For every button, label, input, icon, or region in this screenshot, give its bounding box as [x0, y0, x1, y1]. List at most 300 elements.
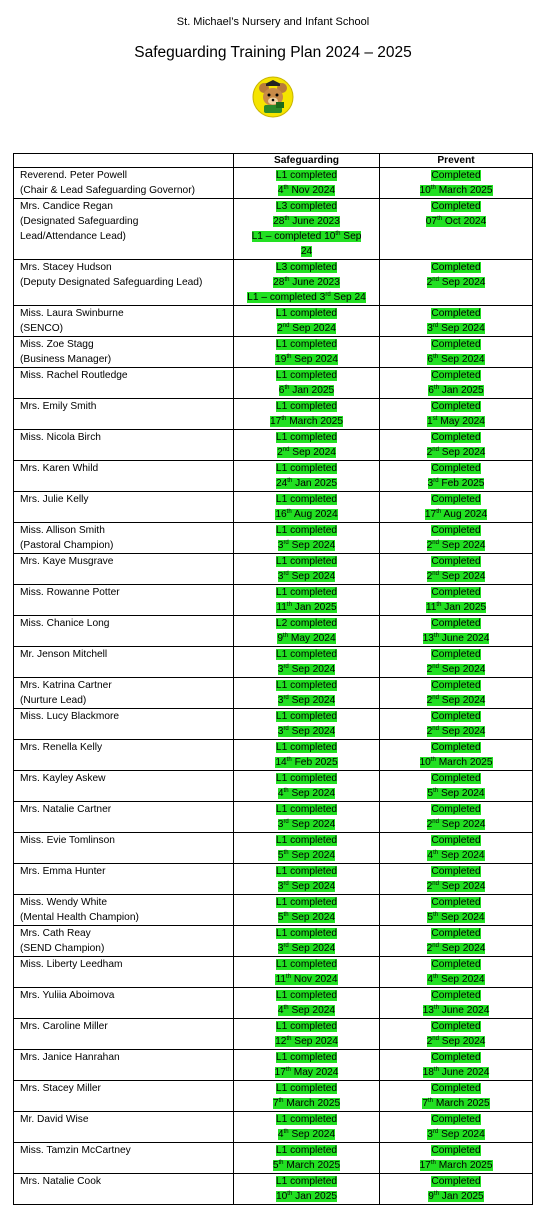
highlighted-text — [431, 494, 480, 505]
safeguarding-line — [237, 1065, 376, 1080]
text-segment: 2 — [426, 277, 433, 288]
safeguarding-line — [237, 771, 376, 786]
text-segment: Completed — [431, 201, 481, 212]
highlighted-text — [276, 742, 337, 753]
highlighted-text — [428, 478, 485, 489]
prevent-line — [383, 771, 529, 786]
prevent-line — [383, 678, 529, 693]
ordinal-suffix: rd — [432, 323, 439, 329]
safeguarding-cell — [234, 461, 380, 492]
school-name: St. Michael’s Nursery and Infant School — [176, 16, 370, 28]
staff-name-line: (Designated Safeguarding — [20, 216, 139, 227]
text-segment: 17 — [270, 416, 282, 427]
text-segment: 5 — [272, 1160, 279, 1171]
prevent-line — [383, 337, 529, 352]
safeguarding-cell — [234, 168, 380, 199]
highlighted-text — [427, 943, 486, 954]
highlighted-text — [431, 990, 480, 1001]
text-segment: 2 — [426, 943, 433, 954]
text-segment: Sep 2024 — [288, 571, 336, 582]
text-segment: 6 — [427, 354, 434, 365]
safeguarding-line — [237, 554, 376, 569]
text-segment: Jan 2025 — [291, 602, 337, 613]
highlighted-text — [431, 649, 480, 660]
prevent-line — [383, 585, 529, 600]
staff-name-cell — [14, 1143, 234, 1174]
ordinal-suffix: nd — [282, 323, 290, 329]
text-segment: Sep 2024 — [289, 323, 336, 334]
safeguarding-line — [237, 957, 376, 972]
highlighted-text — [276, 201, 337, 212]
text-segment: 5 — [427, 912, 434, 923]
ordinal-suffix: th — [433, 1067, 439, 1073]
highlighted-text — [428, 385, 483, 396]
prevent-line — [383, 1158, 529, 1173]
staff-name-line: Miss. Evie Tomlinson — [20, 835, 115, 846]
text-segment: Jan 2025 — [438, 385, 484, 396]
ordinal-suffix: th — [437, 216, 443, 222]
staff-name-line: Mrs. Katrina Cartner — [20, 680, 112, 691]
text-segment: L1 completed — [275, 1083, 338, 1094]
text-segment: 4 — [277, 1005, 284, 1016]
table-row — [14, 461, 533, 492]
table-row — [14, 895, 533, 926]
text-segment: 16 — [275, 509, 287, 520]
prevent-line — [383, 740, 529, 755]
text-segment: L1 completed — [275, 990, 338, 1001]
text-segment: 2 — [426, 881, 433, 892]
table-row — [14, 492, 533, 523]
text-segment: 5 — [277, 912, 284, 923]
staff-name-line: Lead/Attendance Lead) — [20, 231, 126, 242]
highlighted-text — [427, 1129, 484, 1140]
text-segment: L1 completed — [275, 959, 338, 970]
prevent-line — [383, 879, 529, 894]
text-segment: 2 — [426, 695, 433, 706]
staff-name-cell — [14, 368, 234, 399]
prevent-cell — [380, 523, 533, 554]
text-segment: Sep 2024 — [288, 943, 336, 954]
table-row — [14, 168, 533, 199]
ordinal-suffix: nd — [432, 943, 439, 949]
table-row — [14, 709, 533, 740]
highlighted-text — [431, 835, 480, 846]
text-segment: 4 — [277, 185, 284, 196]
highlighted-text — [278, 571, 335, 582]
highlighted-text — [273, 216, 340, 227]
safeguarding-cell — [234, 306, 380, 337]
header-safeguarding: Safeguarding — [234, 154, 380, 168]
highlighted-text — [276, 928, 337, 939]
safeguarding-cell — [234, 260, 380, 306]
staff-name-cell — [14, 492, 234, 523]
ordinal-suffix: th — [286, 509, 292, 515]
text-segment: Completed — [431, 959, 481, 970]
highlighted-text — [275, 974, 337, 985]
table-row — [14, 1112, 533, 1143]
text-segment: Completed — [431, 262, 481, 273]
text-segment: 2 — [277, 447, 283, 458]
staff-name-cell — [14, 833, 234, 864]
highlighted-text — [428, 1191, 483, 1202]
text-segment: L1 completed — [275, 1114, 338, 1125]
prevent-line — [383, 430, 529, 445]
highlighted-text — [431, 525, 480, 536]
text-segment: Completed — [431, 463, 481, 474]
highlighted-text — [426, 216, 487, 227]
table-row — [14, 1081, 533, 1112]
staff-name-line: (Pastoral Champion) — [20, 540, 114, 551]
prevent-cell — [380, 399, 533, 430]
safeguarding-line — [237, 988, 376, 1003]
safeguarding-line — [237, 709, 376, 724]
text-segment: Completed — [431, 1052, 481, 1063]
highlighted-text — [276, 602, 336, 613]
ordinal-suffix: th — [433, 850, 439, 856]
highlighted-text — [278, 788, 335, 799]
ordinal-suffix: th — [283, 912, 289, 918]
highlighted-text — [423, 633, 490, 644]
staff-name-cell — [14, 1174, 234, 1205]
highlighted-text — [278, 726, 335, 737]
text-segment: 10 — [419, 185, 431, 196]
prevent-line — [383, 260, 529, 275]
text-segment: L1 completed — [275, 494, 338, 505]
text-segment: Aug 2024 — [441, 509, 488, 520]
highlighted-text — [276, 1114, 337, 1125]
prevent-line — [383, 941, 529, 956]
staff-name-line: Mrs. Yuliia Aboimova — [20, 990, 115, 1001]
ordinal-suffix: th — [284, 277, 290, 283]
safeguarding-cell — [234, 585, 380, 616]
ordinal-suffix: nd — [432, 540, 439, 546]
text-segment: Jan 2025 — [438, 1191, 484, 1202]
text-segment: Sep 2024 — [438, 1129, 485, 1140]
text-segment: Sep 2024 — [438, 447, 486, 458]
text-segment: L1 completed — [275, 170, 338, 181]
text-segment: Completed — [431, 897, 481, 908]
text-segment: 4 — [427, 850, 434, 861]
text-segment: L1 completed — [275, 928, 338, 939]
safeguarding-line — [237, 1034, 376, 1049]
header-name — [14, 154, 234, 168]
highlighted-text — [278, 943, 335, 954]
highlighted-text — [431, 308, 480, 319]
staff-name-line: Mrs. Candice Regan — [20, 201, 113, 212]
highlighted-text — [275, 509, 337, 520]
staff-name-line: Mrs. Kayley Askew — [20, 773, 106, 784]
staff-name-line: Miss. Rachel Routledge — [20, 370, 128, 381]
staff-name-line: Miss. Rowanne Potter — [20, 587, 120, 598]
prevent-line — [383, 972, 529, 987]
highlighted-text — [431, 928, 480, 939]
staff-name-line: (SENCO) — [20, 323, 64, 334]
text-segment: Sep 2024 — [438, 664, 486, 675]
prevent-line — [383, 802, 529, 817]
table-row — [14, 523, 533, 554]
highlighted-text — [278, 1005, 335, 1016]
text-segment: L1 completed — [275, 308, 338, 319]
safeguarding-line — [237, 941, 376, 956]
table-row — [14, 368, 533, 399]
highlighted-text — [431, 1083, 480, 1094]
staff-name-line: Mrs. Kaye Musgrave — [20, 556, 114, 567]
highlighted-text — [431, 556, 480, 567]
safeguarding-line — [237, 879, 376, 894]
ordinal-suffix: th — [433, 633, 439, 639]
highlighted-text — [431, 1052, 480, 1063]
prevent-cell — [380, 492, 533, 523]
prevent-line — [383, 399, 529, 414]
prevent-line — [383, 383, 529, 398]
prevent-line — [383, 1050, 529, 1065]
text-segment: 1 — [427, 416, 433, 427]
text-segment: L1 completed — [275, 370, 338, 381]
prevent-cell — [380, 988, 533, 1019]
staff-name-cell — [14, 554, 234, 585]
safeguarding-line — [237, 492, 376, 507]
highlighted-text — [276, 1176, 337, 1187]
highlighted-text — [301, 246, 312, 257]
prevent-line — [383, 1096, 529, 1111]
text-segment: 13 — [422, 1005, 434, 1016]
prevent-line — [383, 786, 529, 801]
text-segment: Nov 2024 — [291, 974, 338, 985]
text-segment: Completed — [431, 556, 481, 567]
prevent-line — [383, 600, 529, 615]
text-segment: March 2025 — [435, 757, 493, 768]
text-segment: Sep 2024 — [438, 695, 486, 706]
safeguarding-line — [237, 321, 376, 336]
table-row — [14, 616, 533, 647]
safeguarding-cell — [234, 709, 380, 740]
prevent-cell — [380, 1050, 533, 1081]
table-row — [14, 337, 533, 368]
highlighted-text — [431, 370, 480, 381]
safeguarding-line — [237, 168, 376, 183]
text-segment: L3 completed — [275, 201, 338, 212]
text-segment: L1 completed — [275, 463, 338, 474]
prevent-line — [383, 957, 529, 972]
highlighted-text — [276, 1021, 337, 1032]
prevent-cell — [380, 461, 533, 492]
ordinal-suffix: th — [283, 185, 289, 191]
table-row — [14, 988, 533, 1019]
highlighted-text — [431, 618, 480, 629]
staff-name-line: Mrs. Stacey Miller — [20, 1083, 101, 1094]
text-segment: L1 completed — [275, 804, 338, 815]
text-segment: Completed — [431, 773, 481, 784]
table-row — [14, 740, 533, 771]
safeguarding-line — [237, 802, 376, 817]
highlighted-text — [276, 587, 337, 598]
highlighted-text — [422, 1098, 489, 1109]
highlighted-text — [252, 231, 362, 242]
safeguarding-cell — [234, 1174, 380, 1205]
highlighted-text — [276, 711, 337, 722]
staff-name-cell — [14, 678, 234, 709]
safeguarding-cell — [234, 988, 380, 1019]
text-segment: March 2025 — [435, 1160, 493, 1171]
text-segment: Sep 2024 — [288, 912, 336, 923]
highlighted-text — [273, 277, 340, 288]
safeguarding-line — [237, 786, 376, 801]
ordinal-suffix: nd — [432, 571, 439, 577]
safeguarding-cell — [234, 554, 380, 585]
text-segment: 14 — [275, 757, 287, 768]
table-row — [14, 1143, 533, 1174]
prevent-line — [383, 275, 529, 290]
safeguarding-line — [237, 817, 376, 832]
text-segment: Sep 2024 — [438, 277, 486, 288]
safeguarding-line — [237, 476, 376, 491]
text-segment: March 2025 — [283, 1160, 341, 1171]
text-segment: Completed — [431, 1021, 481, 1032]
highlighted-text — [247, 292, 366, 303]
text-segment: L1 completed — [275, 556, 338, 567]
safeguarding-cell — [234, 1112, 380, 1143]
staff-name-line: (Nurture Lead) — [20, 695, 87, 706]
ordinal-suffix: nd — [282, 447, 290, 453]
staff-name-line: Mrs. Caroline Miller — [20, 1021, 108, 1032]
highlighted-text — [427, 1036, 486, 1047]
text-segment: L1 completed — [275, 711, 338, 722]
text-segment: Sep 2024 — [438, 912, 485, 923]
safeguarding-line — [237, 1096, 376, 1111]
staff-name-line: Mr. Jenson Mitchell — [20, 649, 108, 660]
ordinal-suffix: th — [433, 354, 439, 360]
prevent-cell — [380, 1143, 533, 1174]
staff-name-line: Mrs. Renella Kelly — [20, 742, 103, 753]
table-row — [14, 585, 533, 616]
highlighted-text — [278, 881, 335, 892]
highlighted-text — [276, 990, 337, 1001]
ordinal-suffix: th — [287, 478, 293, 484]
text-segment: 28 — [273, 277, 285, 288]
safeguarding-line — [237, 1127, 376, 1142]
prevent-line — [383, 1034, 529, 1049]
highlighted-text — [276, 618, 337, 629]
text-segment: 3 — [277, 695, 284, 706]
staff-name-line: Mrs. Emma Hunter — [20, 866, 106, 877]
text-segment: L1 completed — [275, 866, 338, 877]
text-segment: 24 — [275, 478, 288, 489]
staff-name-cell — [14, 1019, 234, 1050]
ordinal-suffix: rd — [283, 881, 289, 887]
text-segment: L1 completed — [275, 742, 338, 753]
staff-name-line: Miss. Laura Swinburne — [20, 308, 124, 319]
text-segment: 2 — [426, 1036, 433, 1047]
safeguarding-line — [237, 306, 376, 321]
prevent-line — [383, 1081, 529, 1096]
staff-name-cell — [14, 957, 234, 988]
text-segment: Sep 2024 — [288, 881, 336, 892]
staff-name-cell — [14, 523, 234, 554]
text-segment: Completed — [431, 1114, 481, 1125]
prevent-line — [383, 1112, 529, 1127]
text-segment: 10 — [419, 757, 431, 768]
ordinal-suffix: th — [436, 509, 442, 515]
prevent-line — [383, 214, 529, 229]
ordinal-suffix: rd — [325, 292, 331, 298]
highlighted-text — [278, 912, 335, 923]
safeguarding-line — [237, 1174, 376, 1189]
safeguarding-cell — [234, 647, 380, 678]
prevent-line — [383, 1003, 529, 1018]
text-segment: Jan 2025 — [292, 478, 338, 489]
text-segment: May 2024 — [290, 1067, 339, 1078]
text-segment: 3 — [427, 323, 433, 334]
ordinal-suffix: th — [430, 757, 436, 763]
text-segment: L1 completed — [275, 1021, 338, 1032]
ordinal-suffix: th — [433, 1005, 439, 1011]
text-segment: Completed — [431, 990, 481, 1001]
text-segment: 13 — [422, 633, 434, 644]
prevent-cell — [380, 833, 533, 864]
staff-name-cell — [14, 168, 234, 199]
safeguarding-line — [237, 1050, 376, 1065]
prevent-cell — [380, 168, 533, 199]
highlighted-text — [278, 695, 335, 706]
ordinal-suffix: rd — [283, 571, 289, 577]
safeguarding-line — [237, 445, 376, 460]
training-table — [13, 153, 533, 1205]
text-segment: Sep 2024 — [438, 788, 485, 799]
text-segment: Sep 2024 — [438, 974, 485, 985]
staff-name-cell — [14, 988, 234, 1019]
text-segment: Sep 2024 — [438, 726, 486, 737]
safeguarding-cell — [234, 833, 380, 864]
text-segment: 2 — [426, 571, 433, 582]
highlighted-text — [276, 1145, 337, 1156]
safeguarding-cell — [234, 368, 380, 399]
text-segment: Sep 2024 — [438, 881, 486, 892]
staff-name-cell — [14, 709, 234, 740]
prevent-cell — [380, 199, 533, 260]
table-row — [14, 802, 533, 833]
highlighted-text — [423, 1067, 490, 1078]
safeguarding-cell — [234, 1019, 380, 1050]
prevent-cell — [380, 585, 533, 616]
school-crest-bear-icon — [252, 76, 294, 118]
prevent-cell — [380, 616, 533, 647]
text-segment: Sep 2024 — [438, 354, 485, 365]
staff-name-cell — [14, 864, 234, 895]
prevent-line — [383, 445, 529, 460]
safeguarding-line — [237, 755, 376, 770]
text-segment: Completed — [431, 401, 481, 412]
staff-name-cell — [14, 1081, 234, 1112]
text-segment: L1 completed — [275, 835, 338, 846]
safeguarding-line — [237, 600, 376, 615]
text-segment: 6 — [278, 385, 285, 396]
table-row — [14, 647, 533, 678]
highlighted-text — [431, 170, 480, 181]
text-segment: L3 completed — [275, 262, 338, 273]
highlighted-text — [276, 1052, 337, 1063]
header-prevent: Prevent — [380, 154, 533, 168]
highlighted-text — [431, 201, 480, 212]
text-segment: Sep 24 — [330, 292, 366, 303]
ordinal-suffix: nd — [432, 447, 439, 453]
safeguarding-line — [237, 848, 376, 863]
ordinal-suffix: th — [436, 602, 442, 608]
text-segment: Completed — [431, 711, 481, 722]
prevent-line — [383, 507, 529, 522]
text-segment: L1 completed — [275, 587, 338, 598]
text-segment: L1 completed — [275, 432, 338, 443]
ordinal-suffix: rd — [283, 819, 289, 825]
